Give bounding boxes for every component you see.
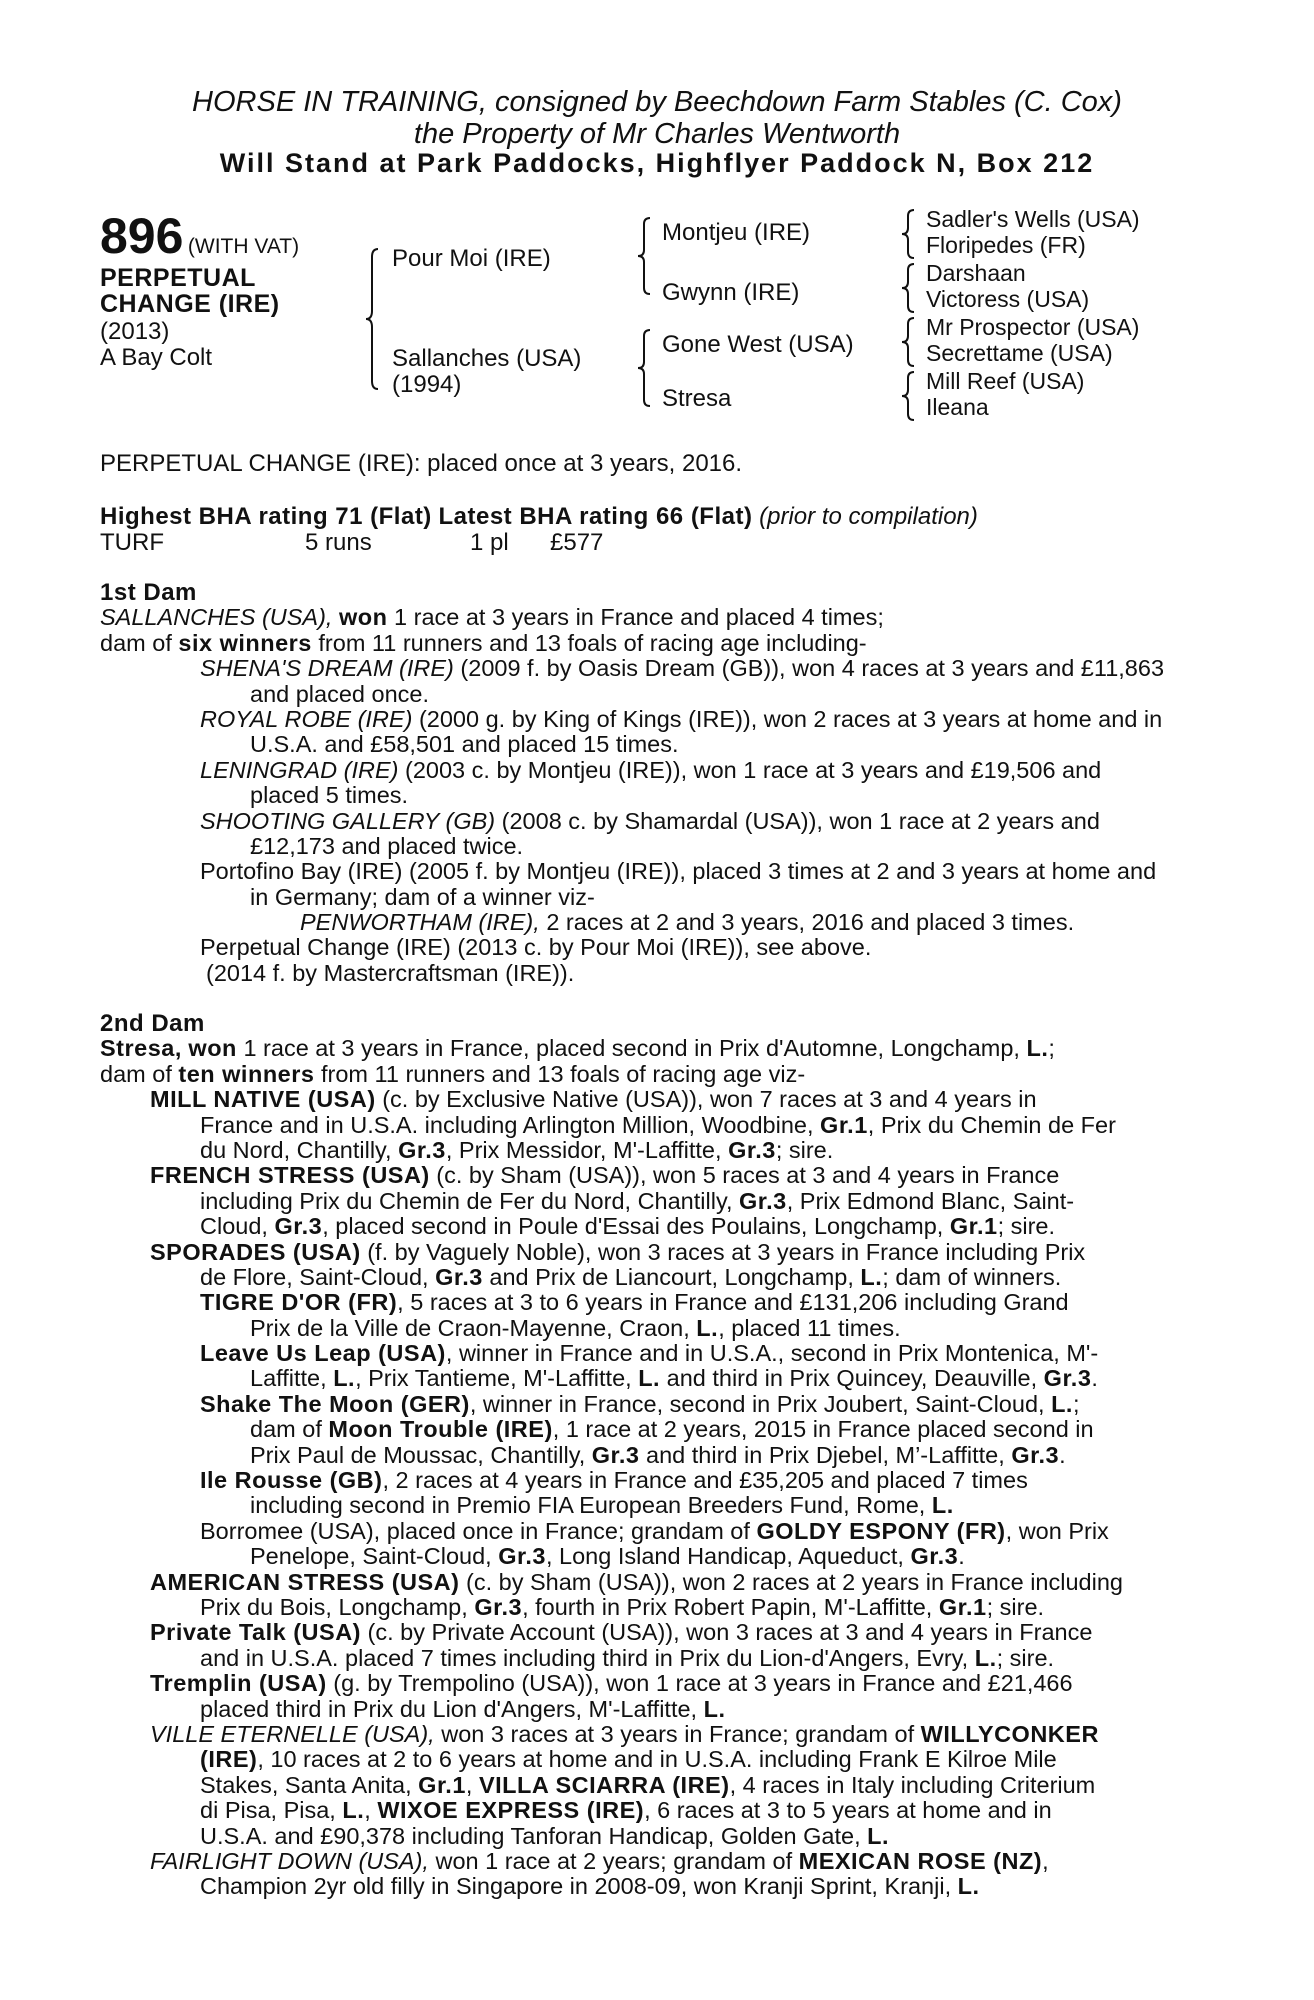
produce-2014-filly: (2014 f. by Mastercraftsman (IRE)). (206, 959, 575, 986)
produce-tremplin (100, 1671, 1205, 1696)
text-run: , Prix Tantieme, M'-Laffitte, (355, 1365, 632, 1392)
owner-line: the Property of Mr Charles Wentworth (413, 118, 901, 150)
brace-sire-line (640, 216, 656, 296)
turf-runs: 5 runs (305, 529, 372, 556)
produce-detail: (2000 g. by King of Kings (IRE)), won 2 races at 3 years at home and in (418, 705, 1163, 732)
pedigree-sire-sire: Montjeu (IRE) (662, 219, 811, 246)
grade-label: L. (333, 1365, 356, 1392)
ratings-note: (prior to compilation) (759, 503, 978, 530)
grade-label: Gr.3 (591, 1441, 640, 1468)
turf-placed: 1 pl (470, 529, 509, 556)
produce-continuation: and placed once. (250, 680, 430, 707)
grade-label: L. (1051, 1390, 1073, 1417)
produce-continuation (100, 1544, 1205, 1569)
dam-of-label: dam of (100, 1060, 172, 1087)
produce-detail: (f. by Vaguely Noble), won 3 races at 3 years in France including Prix (367, 1238, 1086, 1265)
text-run: , (1042, 1847, 1049, 1874)
produce-continuation (100, 1874, 1205, 1899)
text-run: di Pisa, Pisa, (200, 1797, 336, 1824)
foaling-year: (2013) (100, 318, 170, 345)
produce-name: ROYAL ROBE (IRE) (200, 705, 413, 732)
grade-label: L. (860, 1263, 883, 1290)
pedigree-g3-mill-reef: Mill Reef (USA) (926, 368, 1085, 394)
grade-label: Gr.1 (418, 1771, 466, 1798)
produce-continuation (100, 1366, 1205, 1391)
grade-label: L. (931, 1492, 954, 1519)
produce-continuation (100, 1697, 1205, 1722)
produce-continuation (100, 1824, 1205, 1849)
text-run: , Prix du Chemin de Fer (867, 1111, 1116, 1138)
text-run: Prix de la Ville de Craon-Mayenne, Craon, (250, 1314, 690, 1341)
produce-french-stress (100, 1163, 1205, 1188)
pedigree-g3-floripedes: Floripedes (FR) (926, 232, 1086, 258)
race-summary: PERPETUAL CHANGE (IRE): placed once at 3 years, 2016. (100, 450, 743, 477)
first-dam-line2 (100, 631, 1205, 656)
produce-name: Ile Rousse (GB) (200, 1467, 383, 1494)
latest-rating: Latest BHA rating 66 (Flat) (438, 503, 753, 530)
text-run: ; dam of winners. (882, 1263, 1062, 1290)
text-run: Penelope, Saint-Cloud, (250, 1543, 492, 1570)
text-run: Prix du Bois, Longchamp, (200, 1593, 468, 1620)
highest-rating: Highest BHA rating 71 (Flat) (100, 503, 432, 530)
produce-name: SHOOTING GALLERY (GB) (200, 807, 496, 834)
first-dam-heading: 1st Dam (100, 579, 197, 606)
produce-name: WILLYCONKER (920, 1720, 1099, 1747)
won-label: won (338, 604, 388, 631)
runners-summary: from 11 runners and 13 foals of racing age viz- (321, 1060, 806, 1087)
produce-tigre-dor (100, 1290, 1205, 1315)
produce-name: Moon Trouble (IRE) (328, 1416, 553, 1443)
grade-label: L. (638, 1365, 661, 1392)
produce-name: (IRE) (200, 1746, 258, 1773)
dam-record: 1 race at 3 years in France and placed 4 times; (394, 604, 884, 631)
stand-location-line: Will Stand at Park Paddocks, Highflyer Paddock N, Box 212 (219, 148, 1095, 178)
text-run: U.S.A. and £90,378 including Tanforan Handicap, Golden Gate, (200, 1822, 861, 1849)
produce-name: LENINGRAD (IRE) (200, 756, 399, 783)
grade-label: L. (696, 1314, 719, 1341)
second-dam-line2 (100, 1062, 1205, 1087)
text-run: Champion 2yr old filly in Singapore in 2008-09, won Kranji Sprint, Kranji, (200, 1873, 952, 1900)
grade-label: Gr.1 (820, 1111, 868, 1138)
pedigree-sire: Pour Moi (IRE) (392, 245, 551, 272)
pedigree-g3-victoress: Victoress (USA) (926, 286, 1090, 312)
produce-fairlight-down (100, 1849, 1205, 1874)
text-run: , 1 race at 2 years, 2015 in France placed second in (552, 1416, 1094, 1443)
text-run: , 10 races at 2 to 6 years at home and in U.S.A. including Frank E Kilroe Mile (257, 1746, 1057, 1773)
brace-dam-line (640, 328, 656, 408)
text-run: France and in U.S.A. including Arlington Million, Woodbine, (200, 1111, 814, 1138)
produce-detail: won 1 race at 2 years; grandam of (435, 1847, 793, 1874)
grade-label: Gr.3 (739, 1187, 787, 1214)
turf-label: TURF (100, 529, 164, 556)
text-run: ; (1072, 1390, 1080, 1417)
produce-ville-eternelle (100, 1722, 1205, 1747)
produce-detail: (c. by Sham (USA)), won 2 races at 2 years in France including (466, 1568, 1123, 1595)
brace-g3-2 (904, 262, 920, 314)
produce-continuation (100, 1417, 1205, 1442)
winners-count: six winners (178, 629, 312, 656)
text-run: . (1059, 1441, 1066, 1468)
text-run: , Long Island Handicap, Aqueduct, (545, 1543, 904, 1570)
produce-name: TIGRE D'OR (FR) (200, 1289, 398, 1316)
produce-detail: (c. by Exclusive Native (USA)), won 7 races at 3 and 4 years in (382, 1086, 1037, 1113)
produce-continuation (100, 1646, 1205, 1671)
produce-leave-us-leap (100, 1341, 1205, 1366)
produce-continuation: U.S.A. and £58,501 and placed 15 times. (250, 731, 679, 758)
horse-name-line2: CHANGE (IRE) (100, 290, 280, 318)
text-run: , placed 11 times. (718, 1314, 901, 1341)
produce-ile-rousse (100, 1468, 1205, 1493)
produce-perpetual-change: Perpetual Change (IRE) (2013 c. by Pour Moi (IRE)), see above. (200, 934, 872, 961)
second-dam-heading: 2nd Dam (100, 1010, 205, 1037)
grade-label: Gr.1 (949, 1213, 998, 1240)
produce-name: Tremplin (USA) (150, 1670, 327, 1697)
produce-private-talk (100, 1620, 1205, 1645)
ratings-line (100, 503, 978, 531)
text-run: including Prix du Chemin de Fer du Nord, Chantilly, (200, 1187, 733, 1214)
text-run: including second in Premio FIA European Breeders Fund, Rome, (250, 1492, 926, 1519)
pedigree-dam-dam: Stresa (662, 385, 732, 412)
pedigree-dam-sire: Gone West (USA) (662, 331, 854, 358)
produce-detail: (2009 f. by Oasis Dream (GB)), won 4 races at 3 years and £11,863 (460, 655, 1165, 682)
text-run: , fourth in Prix Robert Papin, M'-Laffitte, (522, 1593, 933, 1620)
horse-description: A Bay Colt (100, 344, 213, 371)
second-dam-section (100, 1011, 1205, 1900)
produce-continuation (100, 1189, 1205, 1214)
text-run: , placed second in Poule d'Essai des Poulains, Longchamp, (322, 1213, 944, 1240)
text-run: ; sire. (986, 1593, 1045, 1620)
produce-name: MILL NATIVE (USA) (150, 1086, 376, 1113)
winners-count: ten winners (178, 1060, 315, 1087)
produce-continuation (100, 1214, 1205, 1239)
won-label: won (188, 1035, 237, 1062)
dam-record: 1 race at 3 years in France, placed second in Prix d'Automne, Longchamp, (243, 1035, 1020, 1062)
text-run: and Prix de Liancourt, Longchamp, (489, 1263, 854, 1290)
produce-detail: , winner in France and in U.S.A., second in Prix Montenica, M'- (445, 1340, 1099, 1367)
dam-of-label: dam of (100, 629, 172, 656)
produce-name: WIXOE EXPRESS (IRE) (377, 1797, 645, 1824)
pedigree-sire-dam: Gwynn (IRE) (662, 279, 800, 306)
text-run: and third in Prix Djebel, M’-Laffitte, (646, 1441, 1005, 1468)
text-run: dam of (250, 1416, 322, 1443)
produce-penwortham (100, 910, 1205, 935)
produce-name: VILLE ETERNELLE (USA), (150, 1720, 435, 1747)
produce-continuation (100, 1113, 1205, 1138)
pedigree-g3-ileana: Ileana (926, 394, 989, 420)
text-run: , 6 races at 3 to 5 years at home and in (644, 1797, 1052, 1824)
produce-detail: , winner in France, second in Prix Joubert, Saint-Cloud, (469, 1390, 1045, 1417)
produce-detail: (g. by Trempolino (USA)), won 1 race at 3 years in France and £21,466 (333, 1670, 1073, 1697)
text-run: de Flore, Saint-Cloud, (200, 1263, 429, 1290)
brace-gen1 (368, 247, 388, 392)
punctuation: ; (1048, 1035, 1055, 1062)
produce-name: PENWORTHAM (IRE), (300, 909, 540, 936)
produce-continuation: placed 5 times. (250, 782, 409, 809)
produce-name: SHENA'S DREAM (IRE) (200, 655, 454, 682)
produce-american-stress (100, 1570, 1205, 1595)
grade-label: Gr.3 (398, 1136, 446, 1163)
text-run: and in U.S.A. placed 7 times including third in Prix du Lion-d'Angers, Evry, (200, 1644, 969, 1671)
grade-label: Gr.1 (938, 1593, 987, 1620)
turf-record (100, 529, 603, 557)
text-run: Prix Paul de Moussac, Chantilly, (250, 1441, 586, 1468)
pedigree-g3-mr-prospector: Mr Prospector (USA) (926, 314, 1140, 340)
vat-note: (WITH VAT) (187, 235, 300, 258)
produce-name: GOLDY ESPONY (FR) (756, 1517, 1006, 1544)
grade-label: Gr.3 (728, 1136, 776, 1163)
produce-name: Leave Us Leap (USA) (200, 1340, 446, 1367)
pedigree-dam-year: (1994) (392, 371, 462, 398)
brace-g3-4 (904, 370, 920, 422)
produce-detail: , 2 races at 4 years in France and £35,205 and placed 7 times (382, 1467, 1028, 1494)
grade-label: L. (342, 1797, 365, 1824)
dam-name: Stresa, (100, 1035, 182, 1062)
text-run: Laffitte, (250, 1365, 327, 1392)
text-run: Stakes, Santa Anita, (200, 1771, 412, 1798)
grade-label: L. (703, 1695, 726, 1722)
produce-shenas-dream (100, 656, 1205, 681)
produce-detail: (2008 c. by Shamardal (USA)), won 1 race at 2 years and (501, 807, 1100, 834)
lot-number-block (100, 210, 299, 262)
grade-label: Gr.3 (1011, 1441, 1060, 1468)
produce-detail: , 5 races at 3 to 6 years in France and £131,206 including Grand (397, 1289, 1069, 1316)
produce-name: FRENCH STRESS (USA) (150, 1162, 430, 1189)
lot-number: 896 (100, 208, 184, 264)
produce-sporades (100, 1240, 1205, 1265)
produce-shooting-gallery (100, 809, 1205, 834)
runners-summary: from 11 runners and 13 foals of racing age including- (318, 629, 867, 656)
grade-label: Gr.3 (435, 1263, 483, 1290)
produce-continuation (100, 1316, 1205, 1341)
pedigree-g3-sadlers-wells: Sadler's Wells (USA) (926, 206, 1140, 232)
produce-shake-the-moon (100, 1392, 1205, 1417)
text-run: ; sire. (996, 1644, 1055, 1671)
first-dam-line1 (100, 605, 1205, 630)
produce-detail: (2003 c. by Montjeu (IRE)), won 1 race at 3 years and £19,506 and (405, 756, 1102, 783)
produce-name: Shake The Moon (GER) (200, 1390, 470, 1417)
produce-leningrad (100, 758, 1205, 783)
produce-name: SPORADES (USA) (150, 1238, 361, 1265)
grade-label: Gr.3 (1043, 1365, 1092, 1392)
horse-name-line1: PERPETUAL (100, 264, 256, 292)
text-run: . (958, 1543, 965, 1570)
produce-mill-native (100, 1087, 1205, 1112)
grade-label: L. (867, 1822, 890, 1849)
text-run: and third in Prix Quincey, Deauville, (666, 1365, 1038, 1392)
produce-continuation (100, 1773, 1205, 1798)
text-run: ; sire. (997, 1213, 1056, 1240)
produce-name: Private Talk (USA) (150, 1619, 361, 1646)
grade-label: Gr.3 (474, 1593, 523, 1620)
produce-name: AMERICAN STRESS (USA) (150, 1568, 460, 1595)
produce-continuation: in Germany; dam of a winner viz- (250, 883, 595, 910)
second-dam-line1 (100, 1036, 1205, 1061)
produce-detail: (c. by Private Account (USA)), won 3 races at 3 and 4 years in France (367, 1619, 1093, 1646)
pedigree-g3-darshaan: Darshaan (926, 260, 1026, 286)
produce-portofino-bay: Portofino Bay (IRE) (2005 f. by Montjeu (IRE)), placed 3 times at 2 and 3 years at home and (200, 858, 1157, 885)
grade-label: Gr.3 (498, 1543, 546, 1570)
dam-name: SALLANCHES (USA), (100, 604, 333, 631)
produce-borromee (100, 1519, 1205, 1544)
produce-continuation (100, 1443, 1205, 1468)
grade-label: Gr.3 (274, 1213, 323, 1240)
produce-continuation (100, 1493, 1205, 1518)
produce-detail: won 3 races at 3 years in France; grandam of (441, 1720, 915, 1747)
produce-detail: 2 races at 2 and 3 years, 2016 and placed 3 times. (546, 909, 1075, 936)
text-run: . (1091, 1365, 1098, 1392)
text-run: , won Prix (1005, 1517, 1109, 1544)
brace-g3-1 (904, 208, 920, 260)
produce-continuation (100, 1265, 1205, 1290)
text-run: ; sire. (775, 1136, 834, 1163)
grade-label: L. (974, 1644, 997, 1671)
text-run: placed third in Prix du Lion d'Angers, M'-Laffitte, (200, 1695, 698, 1722)
produce-detail: (c. by Sham (USA)), won 5 races at 3 and 4 years in France (436, 1162, 1060, 1189)
first-dam-section (100, 580, 1205, 986)
produce-name: VILLA SCIARRA (IRE) (478, 1771, 730, 1798)
grade-label: L. (1026, 1035, 1049, 1062)
produce-continuation: £12,173 and placed twice. (250, 832, 524, 859)
pedigree-dam: Sallanches (USA) (392, 345, 582, 372)
text-run: , Prix Edmond Blanc, Saint- (786, 1187, 1075, 1214)
produce-royal-robe (100, 707, 1205, 732)
text-run: , (364, 1797, 371, 1824)
text-run: , Prix Messidor, M'-Laffitte, (445, 1136, 722, 1163)
text-run: , 4 races in Italy including Criterium (729, 1771, 1096, 1798)
produce-continuation (100, 1138, 1205, 1163)
text-run: Cloud, (200, 1213, 268, 1240)
produce-name: FAIRLIGHT DOWN (USA), (150, 1847, 429, 1874)
turf-earnings: £577 (550, 529, 604, 556)
text-run: du Nord, Chantilly, (200, 1136, 392, 1163)
brace-g3-3 (904, 316, 920, 368)
grade-label: L. (957, 1873, 980, 1900)
produce-name: MEXICAN ROSE (NZ) (798, 1847, 1043, 1874)
pedigree-g3-secrettame: Secrettame (USA) (926, 340, 1113, 366)
grade-label: Gr.3 (910, 1543, 959, 1570)
produce-continuation (100, 1798, 1205, 1823)
consignor-line: HORSE IN TRAINING, consigned by Beechdown Farm Stables (C. Cox) (192, 86, 1122, 118)
produce-continuation (100, 1747, 1205, 1772)
text-run: Borromee (USA), placed once in France; grandam of (200, 1517, 750, 1544)
text-run: , (465, 1771, 473, 1798)
produce-continuation (100, 1595, 1205, 1620)
